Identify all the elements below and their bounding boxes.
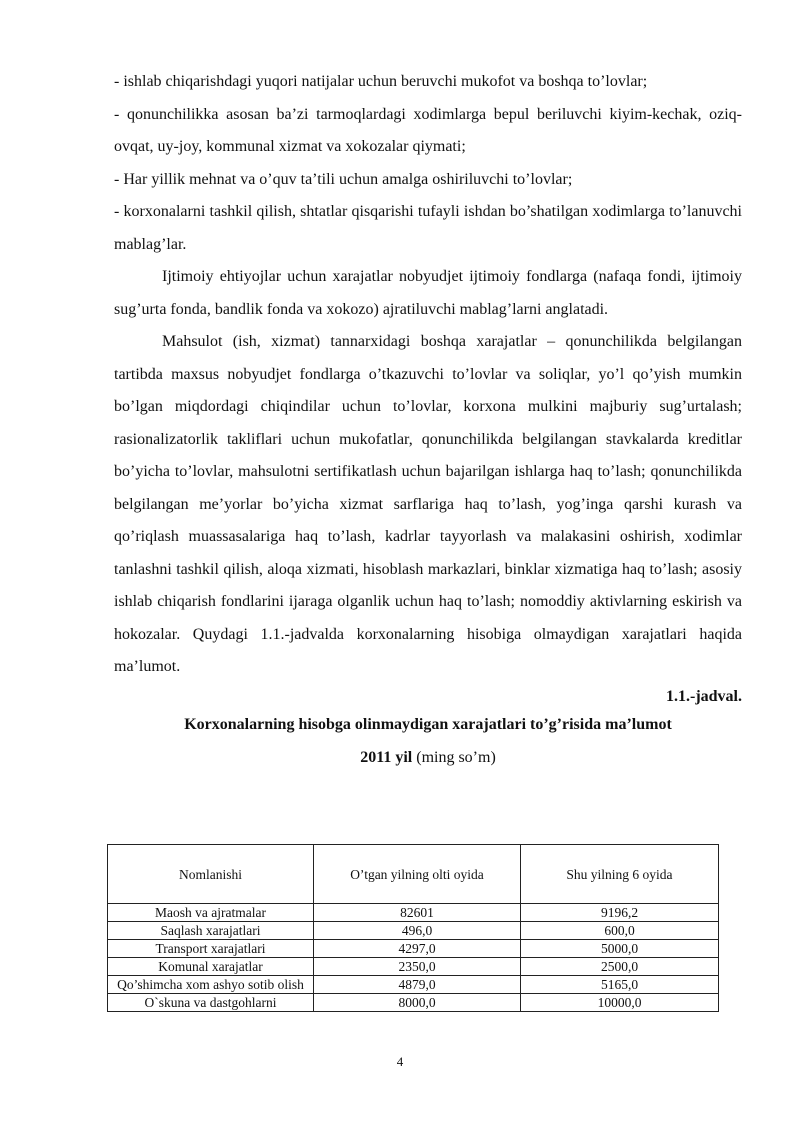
paragraph: - korxonalarni tashkil qilish, shtatlar qisqarishi tufayli ishdan bo’shatilgan xodimlarga to’lanuvchi mablag’lar. [114,203,742,253]
table-cell: Qo’shimcha xom ashyo sotib olish [108,976,314,994]
table-row [108,958,719,976]
expenses-table [107,844,719,1012]
table-row [108,994,719,1012]
table-cell: 4297,0 [314,940,521,958]
table-row [108,922,719,940]
document-body [114,66,742,774]
table-year: 2011 yil [360,748,413,766]
table-cell: Saqlash xarajatlari [108,922,314,940]
table-row [108,976,719,994]
table-cell: 4879,0 [314,976,521,994]
table-cell: 10000,0 [521,994,719,1012]
table-cell: Transport xarajatlari [108,940,314,958]
paragraph: - qonunchilikka asosan ba’zi tarmoqlardagi xodimlarga bepul beriluvchi kiyim-kechak, oziq-ovqat, uy-joy, kommunal xizmat va xokozalar qiymati; [114,105,742,155]
table-header-cell: Shu yilning 6 oyida [521,845,719,904]
paragraph: - Har yillik mehnat va o’quv ta’tili uchun amalga oshiriluvchi to’lovlar; [114,170,573,188]
table-cell: 600,0 [521,922,719,940]
table-cell: 2350,0 [314,958,521,976]
paragraph: Mahsulot (ish, xizmat) tannarxidagi boshqa xarajatlar – qonunchilikda belgilangan tartibda maxsus nobyudjet fondlarga o’tkazuvchi to’lovlar va soliqlar, yo’l qo’yish mumkin bo’lgan miqdordagi chiqindilar uchun to’lovlar, korxona mulkini majburiy sug’urtalash; rasionalizatorlik takliflari uchun mukofatlar, qonunchilikda belgilangan stavkalarda kreditlar bo’yicha to’lovlar, mahsulotni sertifikatlash uchun bajarilgan ishlarga haq to’lash; qonunchilikda belgilangan me’yorlar bo’yicha xizmat sarflariga haq to’lash, yog’inga qarshi kurash va qo’riqlash muassasalariga haq to’lash, kadrlar tayyorlash va malakasini oshirish, xodimlar tanlashni tashkil qilish, aloqa xizmati, hisoblash markazlari, binklar xizmatiga haq to’lash; asosiy ishlab chiqarish fondlarini ijaraga olganlik uchun haq to’lash; nomoddiy aktivlarning eskirish va hokozalar. Quydagi 1.1.-jadvalda korxonalarning hisobiga olmaydigan xarajatlari haqida ma’lumot. [114,333,742,675]
table-cell: Komunal xarajatlar [108,958,314,976]
paragraph: - ishlab chiqarishdagi yuqori natijalar uchun beruvchi mukofot va boshqa to’lovlar; [114,73,648,90]
table-unit: (ming so’m) [416,748,496,766]
table-subtitle [114,741,742,774]
table-cell: 5000,0 [521,940,719,958]
table-cell: 9196,2 [521,904,719,922]
table-cell: 2500,0 [521,958,719,976]
table-cell: Maosh va ajratmalar [108,904,314,922]
table-label: 1.1.-jadval. [666,687,742,705]
table-header-cell: O’tgan yilning olti oyida [314,845,521,904]
table-row [108,940,719,958]
paragraph: Ijtimoiy ehtiyojlar uchun xarajatlar nobyudjet ijtimoiy fondlarga (nafaqa fondi, ijtimoiy sug’urta fonda, bandlik fonda va xokozo) ajratiluvchi mablag’larni anglatadi. [114,268,742,318]
table-title: Korxonalarning hisobga olinmaydigan xarajatlari to’g’risida ma’lumot [184,715,672,733]
table-cell: 5165,0 [521,976,719,994]
table-cell: 82601 [314,904,521,922]
table-row [108,904,719,922]
table-cell: O`skuna va dastgohlarni [108,994,314,1012]
table-header-row [108,845,719,904]
table-cell: 496,0 [314,922,521,940]
table-cell: 8000,0 [314,994,521,1012]
table-header-cell: Nomlanishi [108,845,314,904]
page-number: 4 [396,1054,404,1069]
